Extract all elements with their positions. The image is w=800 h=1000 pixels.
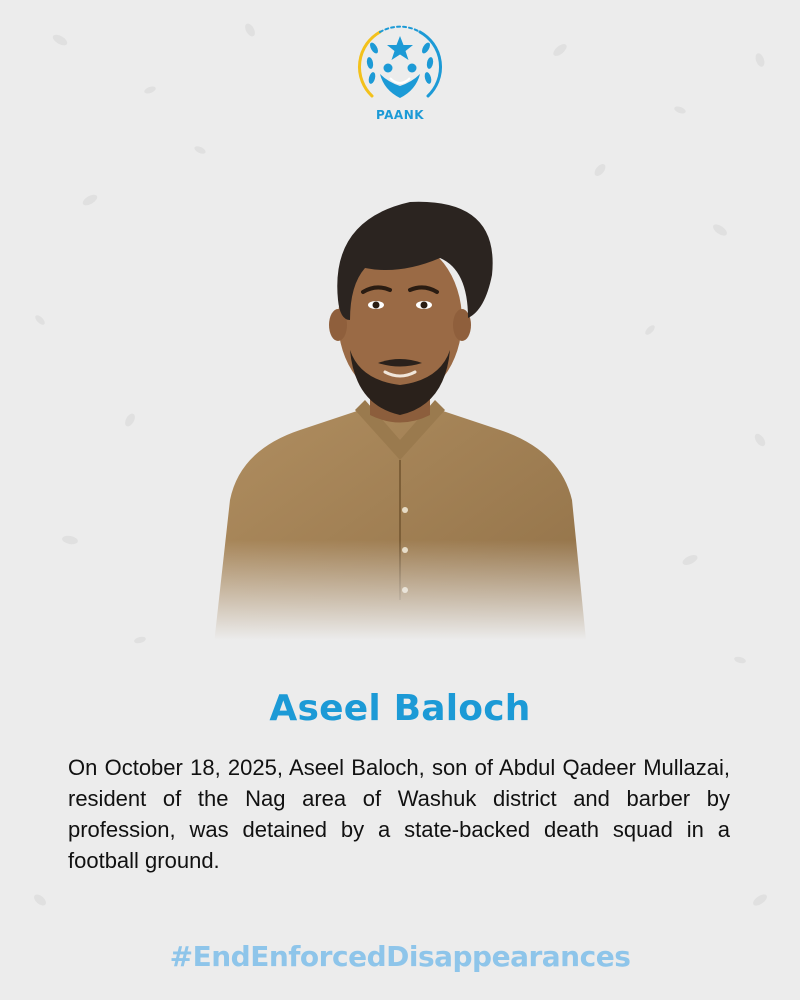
logo-text: PAANK: [375, 108, 425, 122]
person-portrait: [200, 180, 600, 680]
description-text: On October 18, 2025, Aseel Baloch, son of Abdul Qadeer Mullazai, resident of the Nag area of Washuk district and barber by profession, was detained by a state-backed death squad in a football ground.: [68, 755, 730, 873]
hashtag: #EndEnforcedDisappearances: [169, 940, 631, 973]
star-family-wreath-icon: [350, 18, 450, 108]
paank-logo: [350, 18, 450, 128]
person-name: Aseel Baloch: [269, 688, 531, 729]
